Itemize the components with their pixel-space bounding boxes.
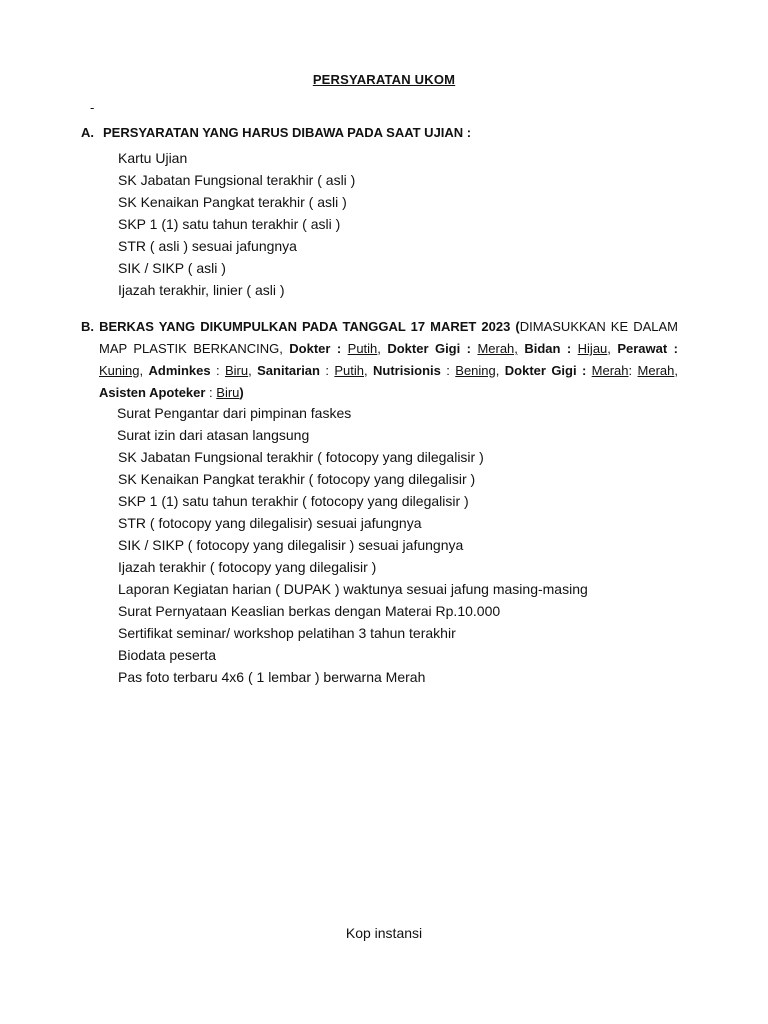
- map-color: Biru: [216, 385, 240, 400]
- role-label: Dokter :: [289, 341, 342, 356]
- item-text: Surat Pengantar dari pimpinan faskes: [117, 405, 352, 421]
- map-color: Putih: [347, 341, 378, 356]
- section-b-heading: [81, 316, 678, 404]
- item-text: SKP 1 (1) satu tahun terakhir ( asli ): [118, 216, 341, 232]
- map-color: Hijau: [577, 341, 608, 356]
- item-text: SK Jabatan Fungsional terakhir ( fotocopy yang dilegalisir ): [118, 449, 484, 465]
- item-text: SK Jabatan Fungsional terakhir ( asli ): [118, 172, 356, 188]
- footer-kop-instansi: Kop instansi: [345, 925, 423, 941]
- item-text: STR ( fotocopy yang dilegalisir) sesuai jafungnya: [118, 515, 422, 531]
- role-label: Sanitarian: [257, 363, 320, 378]
- paren-open: (: [510, 319, 520, 334]
- item-text: SIK / SIKP ( fotocopy yang dilegalisir ) sesuai jafungnya: [118, 537, 464, 553]
- item-text: Sertifikat seminar/ workshop pelatihan 3 tahun terakhir: [118, 625, 456, 641]
- map-color: Putih: [334, 363, 364, 378]
- item-text: SIK / SIKP ( asli ): [118, 260, 226, 276]
- dash-marker: -: [90, 100, 95, 115]
- section-a-title: PERSYARATAN YANG HARUS DIBAWA PADA SAAT UJIAN :: [103, 125, 472, 140]
- section-b-intro: DIMASUKKAN KE DALAM MAP PLASTIK BERKANCING: [99, 319, 678, 356]
- section-b-letter: B.: [81, 319, 94, 334]
- item-text: SK Kenaikan Pangkat terakhir ( asli ): [118, 194, 347, 210]
- map-color: Kuning: [99, 363, 140, 378]
- item-text: Ijazah terakhir, linier ( asli ): [118, 282, 285, 298]
- map-color: Merah,: [477, 341, 518, 356]
- map-color: Biru: [225, 363, 249, 378]
- role-label: Asisten Apoteker: [99, 385, 206, 400]
- item-text: Surat izin dari atasan langsung: [117, 427, 310, 443]
- role-label: Bidan :: [524, 341, 572, 356]
- item-text: Pas foto terbaru 4x6 ( 1 lembar ) berwarna Merah: [118, 669, 426, 685]
- item-text: Ijazah terakhir ( fotocopy yang dilegalisir ): [118, 559, 377, 575]
- paren-close: ): [239, 385, 244, 400]
- map-color: Merah: [591, 363, 629, 378]
- role-label: Perawat :: [617, 341, 678, 356]
- section-b-title: BERKAS YANG DIKUMPULKAN PADA TANGGAL 17 MARET 2023: [99, 319, 511, 334]
- item-text: Laporan Kegiatan harian ( DUPAK ) waktunya sesuai jafung masing-masing: [118, 581, 588, 597]
- section-a-letter: A.: [81, 125, 94, 140]
- section-a-heading: [81, 125, 471, 140]
- item-text: Kartu Ujian: [118, 150, 188, 166]
- document-title: PERSYARATAN UKOM: [312, 72, 456, 87]
- item-text: Surat Pernyataan Keaslian berkas dengan Materai Rp.10.000: [118, 603, 501, 619]
- map-color: Bening: [455, 363, 496, 378]
- item-text: SK Kenaikan Pangkat terakhir ( fotocopy yang dilegalisir ): [118, 471, 476, 487]
- map-color: Merah: [637, 363, 675, 378]
- section-b-paragraph: B. BERKAS YANG DIKUMPULKAN PADA TANGGAL 17 MARET 2023 (DIMASUKKAN KE DALAM MAP PLASTIK BERKANCING, Dokter : Putih, Dokter Gigi : Merah, Bidan : Hijau, Perawat : Kuning, Adminkes : Biru, Sanitarian : Putih, Nutrisionis : Bening, Dokter Gigi : Merah: Merah, Asisten Apoteker : Biru): [81, 319, 679, 400]
- role-label: Adminkes: [148, 363, 211, 378]
- item-text: Biodata peserta: [118, 647, 217, 663]
- item-text: STR ( asli ) sesuai jafungnya: [118, 238, 297, 254]
- role-label: Dokter Gigi :: [504, 363, 587, 378]
- role-label: Dokter Gigi :: [387, 341, 471, 356]
- role-label: Nutrisionis: [373, 363, 441, 378]
- item-text: SKP 1 (1) satu tahun terakhir ( fotocopy yang dilegalisir ): [118, 493, 469, 509]
